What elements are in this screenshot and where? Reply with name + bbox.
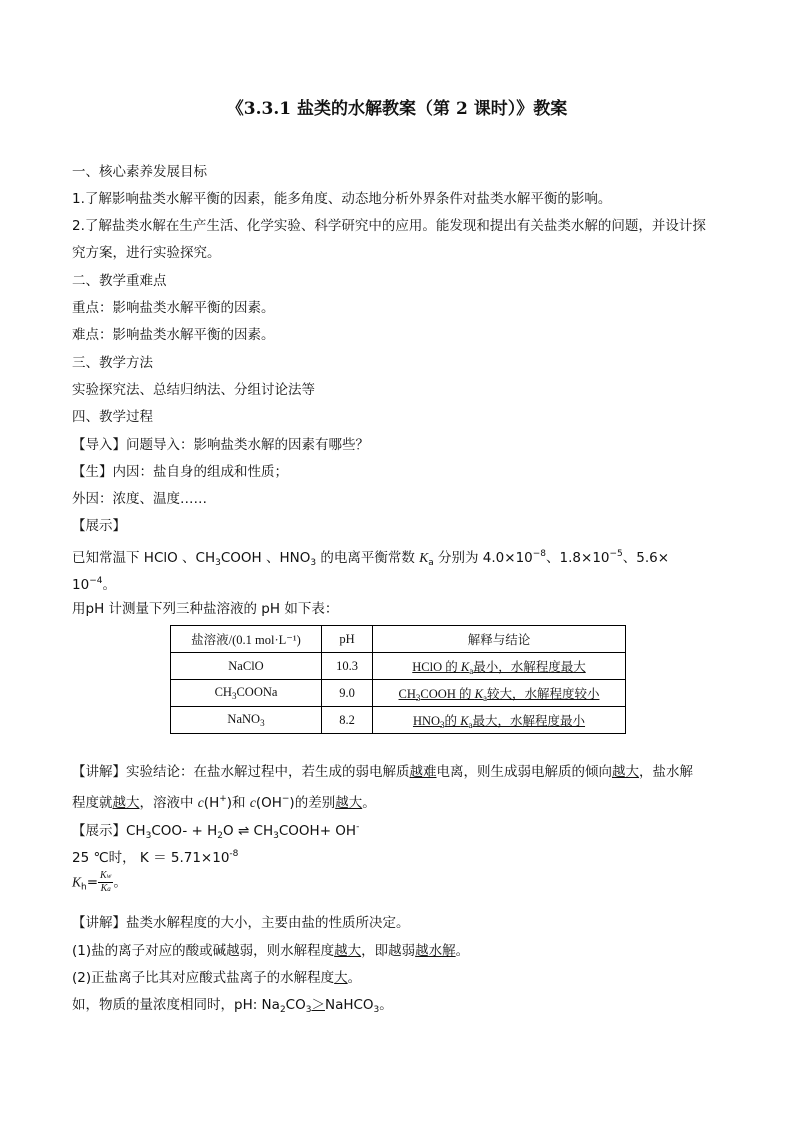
table-header-ph: pH — [322, 626, 373, 653]
student-answer: 【生】内因：盐自身的组成和性质； — [72, 464, 288, 480]
table-cell-salt: $CH_3COONa$ — [171, 680, 322, 707]
hydrolysis-equation: 【展示】$CH_3COO- + H_2O$ ⇌ $CH_3COOH+ OH^-$ — [72, 822, 360, 841]
methods-body: 实验探究法、总结归纳法、分组讨论法等 — [72, 382, 315, 398]
lecture-conclusion-line2: 程度就越大，溶液中 c(H+)和 c(OH−)的差别越大。 — [72, 794, 376, 811]
table-cell-conclusion: $CH_3COOH$ 的 $K_a$较大，水解程度较小 — [373, 680, 626, 707]
key-point: 重点：影响盐类水解平衡的因素。 — [72, 300, 275, 316]
table-cell-salt: NaNO$_3$ — [171, 707, 322, 734]
example-ph-comparison: 如，物质的量浓度相同时，pH: $Na_2CO_3>NaHCO_3$。 — [72, 997, 393, 1015]
difficult-point: 难点：影响盐类水解平衡的因素。 — [72, 327, 275, 343]
goal-2-line2: 究方案，进行实验探究。 — [72, 245, 221, 261]
ph-table — [170, 625, 626, 734]
known-constants-line2: $10^{-4}$。 — [72, 576, 116, 593]
intro-question: 【导入】问题导入：影响盐类水解的因素有哪些？ — [72, 437, 369, 453]
point-2: (2)正盐离子比其对应酸式盐离子的水解程度大。 — [72, 970, 362, 986]
table-header-row — [171, 626, 626, 653]
table-cell-conclusion: HClO 的 $K_a$最小，水解程度最大 — [373, 653, 626, 680]
table-cell-ph: 10.3 — [322, 653, 373, 680]
section-heading-process: 四、教学过程 — [72, 409, 153, 425]
table-header-salt: 盐溶液/(0.1 mol·L⁻¹) — [171, 626, 322, 653]
equilibrium-constant: 25 ℃时， $K = 5.71\times 10^{-8}$ — [72, 849, 239, 866]
goal-2-line1: 2.了解盐类水解在生产生活、化学实验、科学研究中的应用。能发现和提出有关盐类水解的问题，并设计探 — [72, 218, 706, 234]
table-cell-ph: 8.2 — [322, 707, 373, 734]
external-factors: 外因：浓度、温度…… — [72, 491, 207, 507]
table-row — [171, 653, 626, 680]
kh-fraction: $\frac{Kw}{Ka}$ — [100, 870, 112, 894]
table-cell-ph: 9.0 — [322, 680, 373, 707]
table-row — [171, 680, 626, 707]
kh-formula: $K_h=$ $\frac{Kw}{Ka}$ 。 — [72, 870, 127, 894]
table-cell-salt: NaClO — [171, 653, 322, 680]
table-header-conclusion: 解释与结论 — [373, 626, 626, 653]
page-title: 《3.3.1 盐类的水解教案（第 2 课时）》教案 — [226, 99, 568, 119]
section-heading-methods: 三、教学方法 — [72, 355, 153, 371]
known-constants-line1: 已知常温下 HClO 、$CH_3COOH$ 、$HNO_3$ 的电离平衡常数 $K_a$ 分别为 $4.0\times 10^{-8}$、$1.8\times 10^{-5}$、5.6× — [72, 549, 670, 568]
section-heading-key-points: 二、教学重难点 — [72, 273, 167, 289]
lecture-hydrolysis-degree: 【讲解】盐类水解程度的大小，主要由盐的性质所决定。 — [72, 915, 410, 931]
table-intro: 用pH 计测量下列三种盐溶液的 pH 如下表： — [72, 601, 339, 617]
table-cell-conclusion: $HNO_3$的 $K_a$最大，水解程度最小 — [373, 707, 626, 734]
goal-1: 1.了解影响盐类水解平衡的因素，能多角度、动态地分析外界条件对盐类水解平衡的影响。 — [72, 191, 612, 207]
show-label: 【展示】 — [72, 518, 126, 534]
table-row — [171, 707, 626, 734]
point-1: (1)盐的离子对应的酸或碱越弱，则水解程度越大，即越弱越水解。 — [72, 943, 470, 959]
lecture-conclusion-line1: 【讲解】实验结论：在盐水解过程中，若生成的弱电解质越难电离，则生成弱电解质的倾向越大，盐水解 — [72, 764, 693, 780]
section-heading-goals: 一、核心素养发展目标 — [72, 164, 207, 180]
